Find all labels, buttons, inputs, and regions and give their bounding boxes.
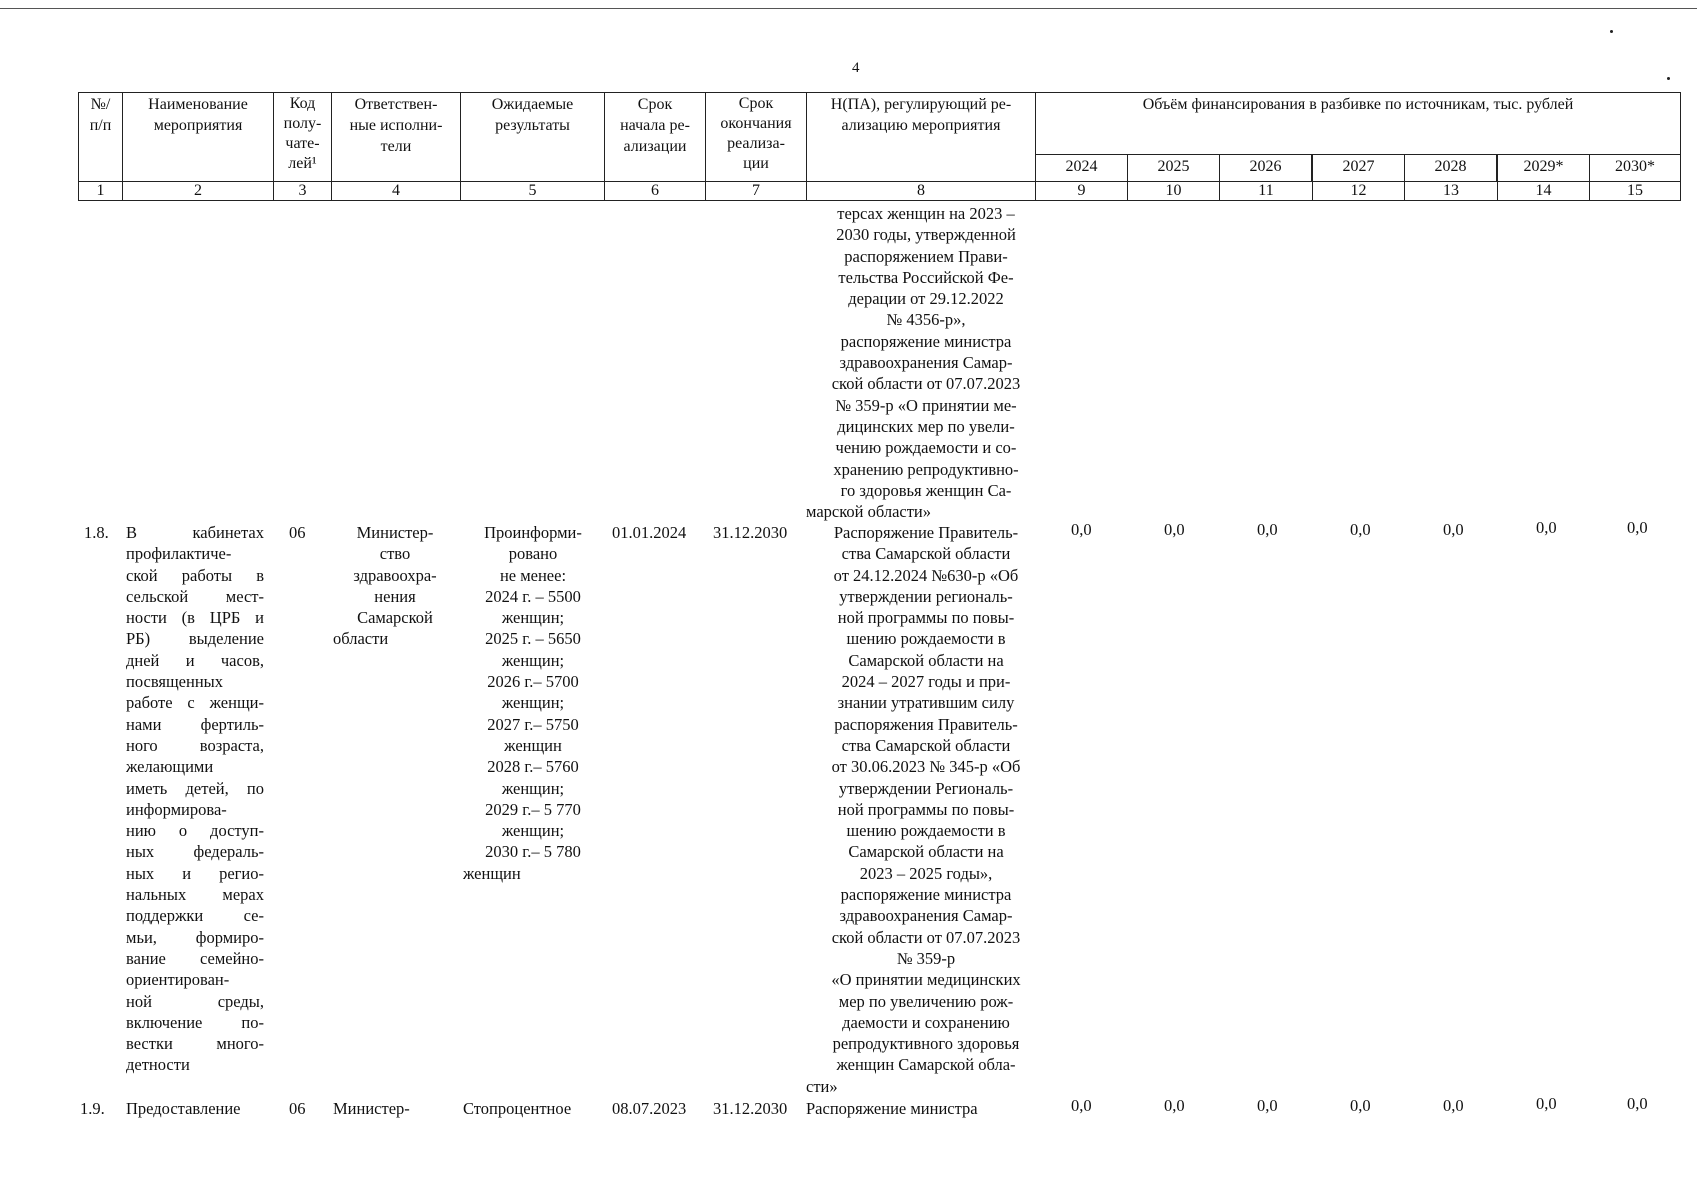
text-line: ной программы по повы- bbox=[837, 608, 1015, 628]
funding-value-2030: 0,0 bbox=[1627, 1094, 1648, 1113]
header-responsible: Ответствен- ные исполни- тели bbox=[331, 92, 461, 182]
funding-value-2027: 0,0 bbox=[1350, 520, 1371, 539]
column-number-4: 4 bbox=[331, 181, 461, 201]
text-line: желающими bbox=[126, 757, 214, 777]
header-year-0: 2024 bbox=[1035, 154, 1128, 182]
text-line: ного возраста, bbox=[126, 735, 264, 755]
text-line: женщин; bbox=[501, 608, 565, 628]
funding-value-2024: 0,0 bbox=[1071, 1096, 1092, 1115]
funding-value-2030: 0,0 bbox=[1627, 518, 1648, 537]
text-line: хранению репродуктивно- bbox=[833, 459, 1019, 479]
text-line: вестки много- bbox=[126, 1034, 264, 1054]
header-year-4: 2028 bbox=[1404, 154, 1497, 182]
row-1-9-name bbox=[126, 1098, 266, 1119]
text-line: мер по увеличению рож- bbox=[838, 991, 1014, 1011]
header-name: Наименование мероприятия bbox=[122, 92, 274, 182]
text-line: нения bbox=[374, 586, 416, 606]
text-line: от 24.12.2024 №630-р «Об bbox=[833, 565, 1019, 585]
text-line: женщин bbox=[504, 735, 562, 755]
header-code: Код полу- чате- лей¹ bbox=[273, 92, 332, 182]
header-year-1: 2025 bbox=[1127, 154, 1220, 182]
text-line: № 359-р «О принятии ме- bbox=[835, 395, 1017, 415]
column-number-13: 13 bbox=[1404, 181, 1498, 201]
text-line: ство bbox=[379, 544, 411, 564]
text-line: шению рождаемости в bbox=[846, 629, 1006, 649]
text-line: здравоохра- bbox=[353, 565, 437, 585]
text-line: терсах женщин на 2023 – bbox=[837, 204, 1015, 223]
text-line: 2030 годы, утвержденной bbox=[836, 225, 1016, 245]
column-number-7: 7 bbox=[705, 181, 807, 201]
text-line: Министер- bbox=[356, 523, 434, 542]
text-line: 2023 – 2025 годы», bbox=[859, 863, 993, 883]
text-line: женщин; bbox=[501, 821, 565, 841]
funding-value-2026: 0,0 bbox=[1257, 520, 1278, 539]
text-line: знании утратившим силу bbox=[837, 693, 1015, 713]
column-number-11: 11 bbox=[1219, 181, 1313, 201]
funding-value-2028: 0,0 bbox=[1443, 1096, 1464, 1115]
row-1-9-start: 08.07.2023 bbox=[612, 1099, 687, 1118]
text-line: иметь детей, по bbox=[126, 778, 264, 798]
text-line: 2029 г.– 5 770 bbox=[485, 799, 581, 819]
text-line: Самарской bbox=[357, 608, 433, 628]
row-1-8-responsible bbox=[333, 522, 457, 650]
row-1-9-code: 06 bbox=[289, 1099, 306, 1118]
funding-value-2029: 0,0 bbox=[1536, 1094, 1557, 1113]
row-1-9-end: 31.12.2030 bbox=[713, 1099, 788, 1118]
header-npa: Н(ПА), регулирующий ре- ализацию мероприятия bbox=[806, 92, 1036, 182]
text-line: нию о доступ- bbox=[126, 821, 264, 841]
text-line: ства Самарской области bbox=[841, 544, 1011, 564]
text-line: 2025 г. – 5650 bbox=[485, 629, 581, 649]
row-1-9-no: 1.9. bbox=[80, 1099, 105, 1118]
text-line: распоряжение министра bbox=[840, 885, 1012, 905]
column-number-12: 12 bbox=[1312, 181, 1405, 201]
header-year-5: 2029* bbox=[1497, 154, 1590, 182]
row-1-9-npa bbox=[806, 1098, 1046, 1119]
row-1-8-name bbox=[126, 522, 264, 1076]
row-1-8-code: 06 bbox=[289, 523, 306, 542]
row-1-8-start: 01.01.2024 bbox=[612, 523, 687, 542]
text-line: здравоохранения Самар- bbox=[839, 353, 1013, 373]
text-line: области bbox=[333, 629, 389, 649]
text-line: ной среды, bbox=[126, 991, 264, 1011]
funding-value-2028: 0,0 bbox=[1443, 520, 1464, 539]
text-line: распоряжение министра bbox=[840, 331, 1012, 351]
funding-value-2029: 0,0 bbox=[1536, 518, 1557, 537]
text-line: чению рождаемости и со- bbox=[835, 438, 1017, 458]
text-line: В кабинетах bbox=[126, 523, 264, 542]
table-header bbox=[78, 92, 1681, 202]
text-line: ности (в ЦРБ и bbox=[126, 608, 264, 628]
text-line: Самарской области на bbox=[848, 650, 1004, 670]
text-line: женщин Самарской обла- bbox=[836, 1055, 1016, 1075]
column-number-14: 14 bbox=[1497, 181, 1590, 201]
text-line: нами фертиль- bbox=[126, 714, 264, 734]
text-line: Распоряжение Правитель- bbox=[833, 523, 1019, 542]
text-line: сельской мест- bbox=[126, 586, 264, 606]
column-number-8: 8 bbox=[806, 181, 1036, 201]
text-line: не менее: bbox=[499, 565, 567, 585]
text-line: посвященных bbox=[126, 672, 224, 692]
text-line: ства Самарской области bbox=[841, 735, 1011, 755]
text-line: ных федераль- bbox=[126, 842, 264, 862]
text-line: женщин bbox=[463, 863, 521, 883]
text-line: распоряжения Правитель- bbox=[834, 714, 1018, 734]
text-line: профилактиче- bbox=[126, 544, 232, 564]
column-number-2: 2 bbox=[122, 181, 274, 201]
header-no: №/ п/п bbox=[78, 92, 123, 182]
text-line: даемости и сохранению bbox=[842, 1012, 1010, 1032]
text-line: здравоохранения Самар- bbox=[839, 906, 1013, 926]
row-1-8-no: 1.8. bbox=[84, 523, 109, 542]
page-number: 4 bbox=[852, 60, 860, 76]
text-line: ской работы в bbox=[126, 565, 264, 585]
column-number-5: 5 bbox=[460, 181, 605, 201]
column-number-1: 1 bbox=[78, 181, 123, 201]
text-line: тельства Российской Фе- bbox=[838, 267, 1014, 287]
text-line: работе с женщи- bbox=[126, 693, 264, 713]
text-line: включение по- bbox=[126, 1012, 264, 1032]
text-line: Распоряжение министра bbox=[806, 1099, 978, 1118]
column-number-6: 6 bbox=[604, 181, 706, 201]
header-end: Срок окончания реализа- ции bbox=[705, 92, 807, 182]
funding-value-2026: 0,0 bbox=[1257, 1096, 1278, 1115]
row-1-8-npa bbox=[806, 522, 1046, 1097]
text-line: от 30.06.2023 № 345-р «Об bbox=[831, 757, 1021, 777]
funding-value-2025: 0,0 bbox=[1164, 520, 1185, 539]
text-line: № 359-р bbox=[896, 948, 956, 968]
header-start: Срок начала ре- ализации bbox=[604, 92, 706, 182]
text-line: ской области от 07.07.2023 bbox=[831, 927, 1021, 947]
column-number-3: 3 bbox=[273, 181, 332, 201]
text-line: РБ) выделение bbox=[126, 629, 264, 649]
text-line: 2028 г.– 5760 bbox=[487, 757, 579, 777]
text-line: нальных мерах bbox=[126, 885, 264, 905]
text-line: № 4356-р», bbox=[886, 310, 966, 330]
text-line: 2024 г. – 5500 bbox=[485, 586, 581, 606]
funding-value-2025: 0,0 bbox=[1164, 1096, 1185, 1115]
row-1-8-end: 31.12.2030 bbox=[713, 523, 788, 542]
text-line: ной программы по повы- bbox=[837, 799, 1015, 819]
text-line: дицинских мер по увели- bbox=[837, 416, 1015, 436]
text-line: Проинформи- bbox=[484, 523, 582, 542]
row-1-9-results bbox=[463, 1098, 603, 1119]
text-line: «О принятии медицинских bbox=[831, 970, 1021, 990]
text-line: распоряжением Прави- bbox=[844, 246, 1008, 266]
header-results: Ожидаемые результаты bbox=[460, 92, 605, 182]
text-line: Министер- bbox=[333, 1099, 410, 1118]
funding-value-2027: 0,0 bbox=[1350, 1096, 1371, 1115]
text-line: шению рождаемости в bbox=[846, 821, 1006, 841]
text-line: женщин; bbox=[501, 778, 565, 798]
text-line: детности bbox=[126, 1055, 190, 1075]
text-line: го здоровья женщин Са- bbox=[840, 480, 1012, 500]
column-number-10: 10 bbox=[1127, 181, 1220, 201]
text-line: дней и часов, bbox=[126, 650, 264, 670]
text-line: 2027 г.– 5750 bbox=[487, 714, 579, 734]
text-line: информирова- bbox=[126, 799, 227, 819]
text-line: Самарской области на bbox=[848, 842, 1004, 862]
column-number-15: 15 bbox=[1589, 181, 1681, 201]
scan-speck bbox=[1667, 77, 1670, 80]
text-line: сти» bbox=[806, 1076, 838, 1096]
text-line: утверждении региональ- bbox=[839, 586, 1013, 606]
header-year-2: 2026 bbox=[1219, 154, 1312, 182]
header-funding: Объём финансирования в разбивке по источникам, тыс. рублей bbox=[1035, 92, 1681, 155]
text-line: женщин; bbox=[501, 693, 565, 713]
text-line: женщин; bbox=[501, 650, 565, 670]
column-number-9: 9 bbox=[1035, 181, 1128, 201]
text-line: 2024 – 2027 годы и при- bbox=[841, 672, 1011, 692]
text-line: вание семейно- bbox=[126, 948, 264, 968]
text-line: 2030 г.– 5 780 bbox=[485, 842, 581, 862]
text-line: утверждении Региональ- bbox=[838, 778, 1014, 798]
text-line: ориентирован- bbox=[126, 970, 230, 990]
text-line: ской области от 07.07.2023 bbox=[831, 374, 1021, 394]
text-line: Стопроцентное bbox=[463, 1099, 572, 1118]
header-year-6: 2030* bbox=[1589, 154, 1681, 182]
text-line: дерации от 29.12.2022 bbox=[848, 289, 1004, 309]
text-line: 2026 г.– 5700 bbox=[487, 672, 579, 692]
text-line: репродуктивного здоровья bbox=[832, 1034, 1020, 1054]
text-line: марской области» bbox=[806, 502, 932, 522]
continuation-npa-text bbox=[806, 203, 1046, 522]
header-year-3: 2027 bbox=[1312, 154, 1405, 182]
text-line: ровано bbox=[508, 544, 558, 564]
row-1-9-responsible bbox=[333, 1098, 457, 1119]
funding-value-2024: 0,0 bbox=[1071, 520, 1092, 539]
row-1-8-results bbox=[463, 522, 603, 884]
text-line: Предоставление bbox=[126, 1099, 241, 1118]
text-line: ных и регио- bbox=[126, 863, 264, 883]
scan-speck bbox=[1610, 30, 1613, 33]
text-line: поддержки се- bbox=[126, 906, 264, 926]
text-line: мьи, формиро- bbox=[126, 927, 264, 947]
top-edge-rule bbox=[0, 8, 1697, 9]
